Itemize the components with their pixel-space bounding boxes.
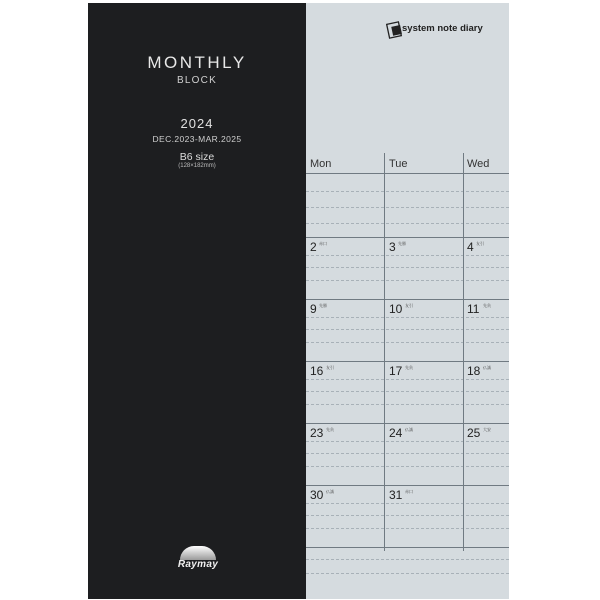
day-number: 23 bbox=[310, 426, 324, 440]
writing-line bbox=[306, 573, 509, 574]
weekday-header: Mon bbox=[310, 158, 332, 170]
day-number: 17 bbox=[389, 364, 403, 378]
week-rule bbox=[306, 361, 509, 362]
writing-line bbox=[306, 404, 509, 405]
logo-arc-icon bbox=[180, 546, 216, 560]
day-number: 11 bbox=[467, 302, 480, 316]
day-number: 10 bbox=[389, 302, 403, 316]
writing-line bbox=[306, 379, 509, 380]
day-number: 24 bbox=[389, 426, 403, 440]
rokuyo-label: 友引 bbox=[326, 365, 334, 370]
day-number: 31 bbox=[389, 488, 403, 502]
day-number: 2 bbox=[310, 240, 317, 254]
rokuyo-label: 赤口 bbox=[319, 241, 327, 246]
writing-line bbox=[306, 515, 509, 516]
day-number: 3 bbox=[389, 240, 396, 254]
week-rule bbox=[306, 423, 509, 424]
weekday-header: Tue bbox=[389, 158, 408, 170]
week-rule bbox=[306, 237, 509, 238]
day-number: 4 bbox=[467, 240, 474, 254]
writing-line bbox=[306, 329, 509, 330]
rokuyo-label: 仏滅 bbox=[483, 365, 491, 370]
day-number: 25 bbox=[467, 426, 481, 440]
day-number: 18 bbox=[467, 364, 481, 378]
calendar-page bbox=[306, 3, 509, 599]
rokuyo-label: 仏滅 bbox=[326, 489, 334, 494]
cover-year: 2024 bbox=[180, 116, 214, 131]
rokuyo-label: 先勝 bbox=[398, 241, 406, 246]
cover-subtitle: BLOCK bbox=[177, 75, 217, 86]
cover-title: MONTHLY bbox=[147, 53, 247, 72]
raymay-logo bbox=[168, 546, 228, 576]
week-rule bbox=[306, 299, 509, 300]
rokuyo-label: 友引 bbox=[405, 303, 413, 308]
writing-line bbox=[306, 391, 509, 392]
day-number: 9 bbox=[310, 302, 317, 316]
rokuyo-label: 赤口 bbox=[405, 489, 413, 494]
column-divider bbox=[384, 153, 385, 551]
rokuyo-label: 大安 bbox=[483, 427, 491, 432]
day-number: 30 bbox=[310, 488, 324, 502]
week-rule bbox=[306, 547, 509, 548]
cover-date-range: DEC.2023-MAR.2025 bbox=[152, 134, 242, 144]
writing-line bbox=[306, 441, 509, 442]
cover-dimensions: (128×182mm) bbox=[178, 163, 216, 169]
writing-line bbox=[306, 559, 509, 560]
rokuyo-label: 先負 bbox=[483, 303, 491, 308]
week-rule bbox=[306, 485, 509, 486]
column-divider bbox=[463, 153, 464, 551]
day-number: 16 bbox=[310, 364, 324, 378]
rokuyo-label: 友引 bbox=[476, 241, 484, 246]
writing-line bbox=[306, 503, 509, 504]
logo-text: Raymay bbox=[177, 559, 219, 570]
diary-cover bbox=[88, 3, 306, 599]
rokuyo-label: 先勝 bbox=[319, 303, 327, 308]
writing-line bbox=[306, 267, 509, 268]
writing-line bbox=[306, 453, 509, 454]
rokuyo-label: 仏滅 bbox=[405, 427, 413, 432]
header-rule bbox=[306, 173, 509, 174]
writing-line bbox=[306, 207, 509, 208]
rokuyo-label: 先負 bbox=[326, 427, 334, 432]
rokuyo-label: 先負 bbox=[405, 365, 413, 370]
writing-line bbox=[306, 466, 509, 467]
writing-line bbox=[306, 528, 509, 529]
writing-line bbox=[306, 191, 509, 192]
cover-size: B6 size bbox=[179, 151, 215, 163]
writing-line bbox=[306, 255, 509, 256]
writing-line bbox=[306, 280, 509, 281]
brand-mark bbox=[386, 18, 506, 44]
weekday-header: Wed bbox=[467, 158, 490, 170]
writing-line bbox=[306, 342, 509, 343]
writing-line bbox=[306, 317, 509, 318]
brand-name: system note diary bbox=[402, 23, 483, 34]
writing-line bbox=[306, 223, 509, 224]
